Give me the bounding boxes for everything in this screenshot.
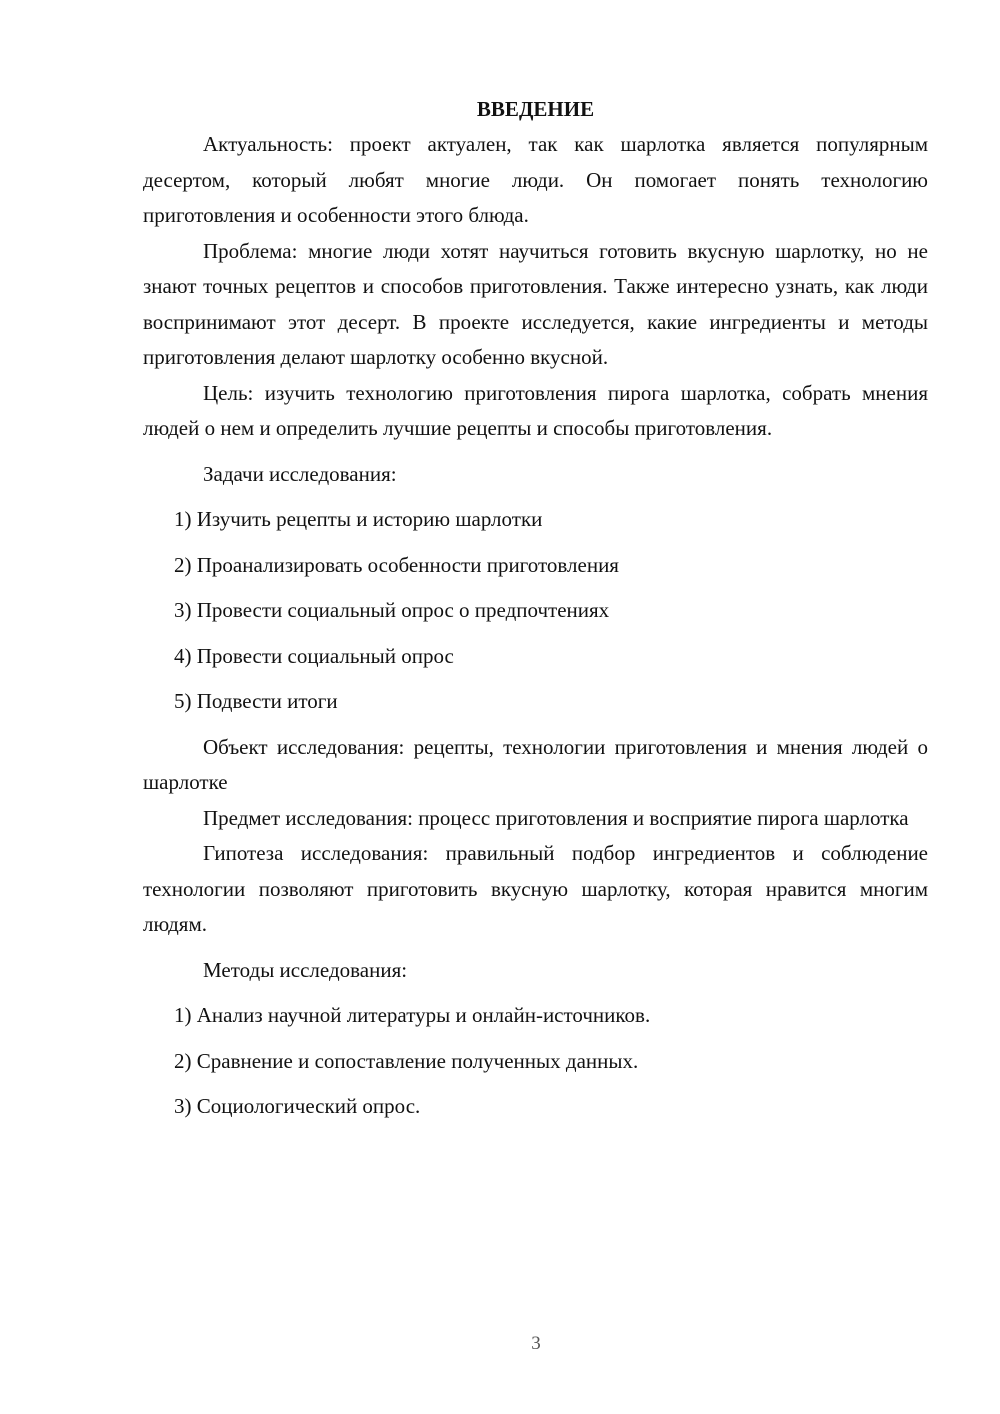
methods-heading: Методы исследования:: [203, 957, 408, 982]
subject-paragraph: Предмет исследования: процесс приготовления и восприятие пирога шарлотка: [203, 805, 909, 830]
page-title: ВВЕДЕНИЕ: [476, 97, 595, 121]
tasks-heading: Задачи исследования:: [203, 461, 397, 486]
task-item: 5) Подвести итоги: [174, 689, 338, 713]
problem-paragraph: Проблема: многие люди хотят научиться готовить вкусную шарлотку, но не знают точных рецептов и способов приготовления. Также интересно узнать, как люди воспринимают этот десерт. В проекте исследуется, какие ингредиенты и методы приготовления делают шарлотку особенно вкусной.: [143, 238, 928, 369]
relevance-paragraph: Актуальность: проект актуален, так как шарлотка является популярным десертом, который любят многие люди. Он помогает понять технологию приготовления и особенности этого блюда.: [143, 132, 928, 227]
method-item: 2) Сравнение и сопоставление полученных данных.: [174, 1048, 639, 1073]
task-item: 1) Изучить рецепты и историю шарлотки: [174, 507, 543, 531]
task-item: 3) Провести социальный опрос о предпочтениях: [174, 598, 610, 622]
page-number: 3: [531, 1333, 541, 1354]
method-item: 1) Анализ научной литературы и онлайн-источников.: [174, 1003, 651, 1027]
page-content: [143, 92, 928, 1125]
hypothesis-paragraph: Гипотеза исследования: правильный подбор ингредиентов и соблюдение технологии позволяют приготовить вкусную шарлотку, которая нравится многим людям.: [143, 841, 928, 936]
task-item: 2) Проанализировать особенности приготовления: [174, 552, 619, 577]
goal-paragraph: Цель: изучить технологию приготовления пирога шарлотка, собрать мнения людей о нем и определить лучшие рецепты и способы приготовления.: [143, 380, 928, 440]
task-item: 4) Провести социальный опрос: [174, 643, 454, 668]
tasks-list: [143, 502, 928, 720]
method-item: 3) Социологический опрос.: [174, 1094, 421, 1118]
object-paragraph: Объект исследования: рецепты, технологии приготовления и мнения людей о шарлотке: [143, 734, 928, 794]
methods-list: [143, 998, 928, 1125]
